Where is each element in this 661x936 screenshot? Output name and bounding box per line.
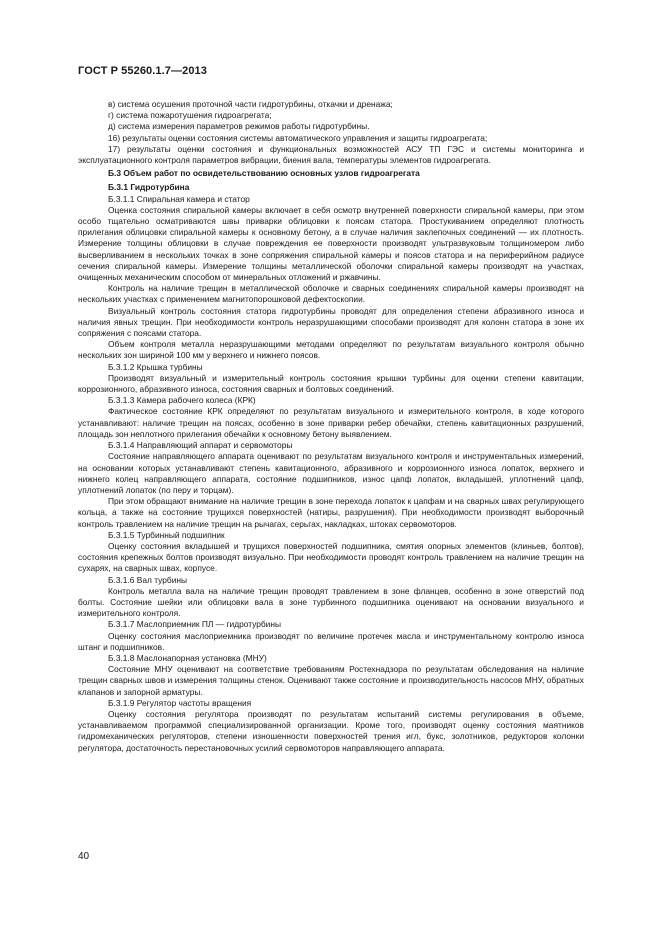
- document-header: ГОСТ Р 55260.1.7—2013: [78, 65, 207, 77]
- clause-heading: Б.3.1.1 Спиральная камера и статор: [108, 193, 250, 204]
- clause-heading: Б.3.1.9 Регулятор частоты вращения: [108, 697, 252, 708]
- paragraph: Оценку состояния маслоприемника производят по величине протечек масла и инструментальному контролю износа штанг и подшипников.: [78, 630, 584, 652]
- clause-heading: Б.3.1.8 Маслонапорная установка (МНУ): [108, 652, 267, 663]
- clause-heading: Б.3.1.6 Вал турбины: [108, 574, 188, 585]
- page-number: 40: [78, 851, 90, 862]
- paragraph: Оценка состояния спиральной камеры включает в себя осмотр внутренней поверхности спиральной камеры, при этом особо тщательно осматриваются швы приварки облицовки к поясам статора. Простукиванием определяют плотность прилегания облицовки спиральной камеры к основному бетону, а в случае наличия заклепочных соединений — их плотность. Измерение толщины облицовки в случае повреждения ее поверхности производят ультразвуковым толщиномером либо высверливанием в нескольких точках в зоне сопряжения спиральной камеры и поясов статора и на периферийном радиусе сечения спиральной камеры. Измерение толщины металлической оболочки спиральной камеры производят на участках, очищенных механическим способом от минеральных отложений и ржавчины.: [78, 204, 584, 283]
- subsection-heading: Б.3.1 Гидротурбина: [108, 182, 190, 193]
- list-item: 16) результаты оценки состояния системы автоматического управления и защиты гидроагрегата;: [108, 132, 488, 143]
- list-item: д) система измерения параметров режимов работы гидротурбины.: [108, 121, 370, 132]
- paragraph: Оценку состояния вкладышей и трущихся поверхностей подшипника, смятия опорных элементов (клиньев, болтов), состояния крепежных болтов производят визуально. При необходимости проводят контроль травлением на наличие трещин на сухарях, на сварных швах, корпусе.: [78, 540, 584, 574]
- clause-heading: Б.3.1.3 Камера рабочего колеса (КРК): [108, 395, 256, 406]
- paragraph: Производят визуальный и измерительный контроль состояния крышки турбины для оценки степени кавитации, коррозионного, абразивного износа, состояния сварных и болтовых соединений.: [78, 372, 584, 395]
- list-item: 17) результаты оценки состояния и функциональных возможностей АСУ ТП ГЭС и системы мониторинга и эксплуатационного контроля параметров вибрации, биения вала, температуры элементов гидроагрегата.: [78, 143, 584, 166]
- paragraph: Состояние направляющего аппарата оценивают по результатам визуального контроля и инструментальных измерений, на основании которых устанавливают степень кавитационного, абразивного и коррозионного износа лопаток, верхнего и нижнего колец направляющего аппарата, состояние подшипников, износ цапф лопаток, вкладышей, уплотнений цапф, уплотнений лопаток (по перу и торцам).: [78, 451, 584, 495]
- clause-heading: Б.3.1.7 Маслоприемник ПЛ — гидротурбины: [108, 619, 282, 630]
- list-item: в) система осушения проточной части гидротурбины, откачки и дренажа;: [108, 99, 393, 109]
- list-item: г) система пожаротушения гидроагрегата;: [108, 110, 272, 121]
- paragraph: Контроль металла вала на наличие трещин проводят травлением в зоне фланцев, особенно в зоне отверстий под болты. Состояние шейки или облицовки вала в зоне турбинного подшипника оценивают на основании визуального и измерительного контроля.: [78, 585, 584, 619]
- paragraph: При этом обращают внимание на наличие трещин в зоне перехода лопаток к цапфам и на сварных швах регулирующего кольца, а также на состояние трущихся поверхностей (натиры, разрушения). При необходимости производят выборочный контроль травлением на наличие трещин на рычагах, серьгах, накладках, штоках сервомоторов.: [78, 496, 584, 529]
- paragraph: Визуальный контроль состояния статора гидротурбины проводят для определения степени абразивного износа и наличия явных трещин. При необходимости контроль неразрушающими способами производят для колонн статора в зоне их сопряжения с поясами статора.: [78, 305, 584, 339]
- clause-heading: Б.3.1.2 Крышка турбины: [108, 361, 203, 372]
- paragraph: Контроль на наличие трещин в металлической оболочке и сварных соединениях спиральной камеры производят на нескольких участках с применением магнитопорошковой дефектоскопии.: [78, 283, 584, 305]
- paragraph: Состояние МНУ оценивают на соответствие требованиям Ростехнадзора по результатам обследования на наличие трещин сварных швов и измерения толщины стенок. Оценивают также состояние и производительность насосов МНУ, обратных клапанов и запорной арматуры.: [78, 664, 584, 697]
- paragraph: Объем контроля металла неразрушающими методами определяют по результатам визуального контроля обычно нескольких зон шириной 100 мм у верхнего и нижнего поясов.: [78, 339, 584, 361]
- paragraph: Оценку состояния регулятора производят по результатам испытаний системы регулирования в объеме, устанавливаемом программой специализированной организации. Кроме того, производят оценку состояния маятников гидромеханических регуляторов, степени изношенности поверхностей трения игл, букс, золотников, редукторов колонки регулятора, достаточность перестановочных усилий сервомоторов направляющего аппарата.: [78, 708, 584, 753]
- document-body: [78, 99, 584, 754]
- section-heading: Б.3 Объем работ по освидетельствованию основных узлов гидроагрегата: [108, 168, 420, 179]
- clause-heading: Б.3.1.4 Направляющий аппарат и сервомоторы: [108, 440, 293, 451]
- paragraph: Фактическое состояние КРК определяют по результатам визуального и измерительного контроля, в ходе которого устанавливают: наличие трещин на поясах, особенно в зоне приварки ребер обечайки, степень кавитационных разрушений, площадь зон неплотного прилегания обечайки к основному бетону выявлением.: [78, 406, 584, 439]
- clause-heading: Б.3.1.5 Турбинный подшипник: [108, 529, 225, 540]
